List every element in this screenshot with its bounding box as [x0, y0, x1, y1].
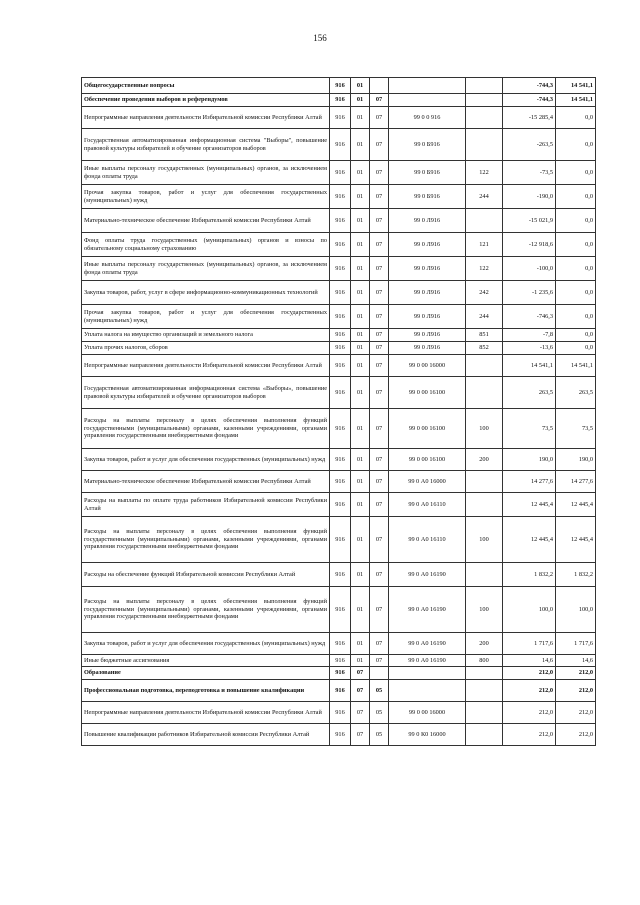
- row-total-amount-cell: 0,0: [556, 209, 596, 233]
- row-section-code-cell: 07: [351, 702, 370, 724]
- row-target-article-cell: 99 0 К0 16000: [389, 724, 466, 746]
- row-section-code-cell: 01: [351, 355, 370, 377]
- table-row: [82, 209, 596, 233]
- table-row: [82, 517, 596, 563]
- row-subsection-code-cell: 07: [370, 257, 389, 281]
- row-expense-type-cell: [466, 209, 503, 233]
- row-ministry-code-cell: 916: [330, 409, 351, 449]
- row-ministry-code-cell: 916: [330, 493, 351, 517]
- row-subsection-code-cell: 07: [370, 129, 389, 161]
- row-section-code-cell: 07: [351, 724, 370, 746]
- row-ministry-code-cell: 916: [330, 633, 351, 655]
- row-subsection-code-cell: 07: [370, 355, 389, 377]
- table-row: [82, 724, 596, 746]
- row-name-cell: Общегосударственные вопросы: [82, 78, 330, 94]
- row-section-code-cell: 01: [351, 563, 370, 587]
- row-section-code-cell: 01: [351, 655, 370, 667]
- row-name-cell: Расходы на выплаты по оплате труда работников Избирательной комиссии Республики Алтай: [82, 493, 330, 517]
- row-change-amount-cell: -190,0: [503, 185, 556, 209]
- row-target-article-cell: [389, 94, 466, 107]
- row-name-cell: Расходы на выплаты персоналу в целях обеспечения выполнения функций государственными (муниципальными) органами, казенными учреждениями, органами управления государственными внебюджетными фондами: [82, 517, 330, 563]
- row-target-article-cell: 99 0 00 16100: [389, 409, 466, 449]
- row-subsection-code-cell: [370, 667, 389, 680]
- row-subsection-code-cell: 07: [370, 587, 389, 633]
- page-number: 156: [313, 33, 327, 43]
- row-section-code-cell: 01: [351, 493, 370, 517]
- row-ministry-code-cell: 916: [330, 355, 351, 377]
- budget-table: [81, 77, 596, 746]
- row-name-cell: Непрограммные направления деятельности Избирательной комиссии Республики Алтай: [82, 355, 330, 377]
- row-ministry-code-cell: 916: [330, 161, 351, 185]
- row-name-cell: Государственная автоматизированная информационная система «Выборы», повышение правовой культуры избирателей и обучение организаторов выборов: [82, 377, 330, 409]
- row-total-amount-cell: 212,0: [556, 702, 596, 724]
- row-expense-type-cell: 242: [466, 281, 503, 305]
- row-subsection-code-cell: 07: [370, 471, 389, 493]
- row-name-cell: Иные выплаты персоналу государственных (муниципальных) органов, за исключением фонда оплаты труда: [82, 257, 330, 281]
- row-expense-type-cell: 100: [466, 587, 503, 633]
- row-section-code-cell: 01: [351, 449, 370, 471]
- row-change-amount-cell: -744,3: [503, 94, 556, 107]
- row-name-cell: Профессиональная подготовка, переподготовка и повышение квалификации: [82, 680, 330, 702]
- row-change-amount-cell: -12 918,6: [503, 233, 556, 257]
- row-name-cell: Закупка товаров, работ и услуг для обеспечения государственных (муниципальных) нужд: [82, 449, 330, 471]
- row-target-article-cell: 99 0 Б916: [389, 161, 466, 185]
- row-target-article-cell: [389, 78, 466, 94]
- row-subsection-code-cell: 07: [370, 655, 389, 667]
- table-row: [82, 680, 596, 702]
- row-change-amount-cell: 263,5: [503, 377, 556, 409]
- row-total-amount-cell: 212,0: [556, 680, 596, 702]
- row-ministry-code-cell: 916: [330, 563, 351, 587]
- table-row: [82, 185, 596, 209]
- row-target-article-cell: 99 0 А0 16000: [389, 471, 466, 493]
- row-target-article-cell: [389, 680, 466, 702]
- row-expense-type-cell: 122: [466, 257, 503, 281]
- row-subsection-code-cell: 07: [370, 161, 389, 185]
- row-ministry-code-cell: 916: [330, 94, 351, 107]
- row-subsection-code-cell: 07: [370, 563, 389, 587]
- row-subsection-code-cell: 07: [370, 233, 389, 257]
- row-target-article-cell: 99 0 00 16000: [389, 702, 466, 724]
- row-ministry-code-cell: 916: [330, 449, 351, 471]
- row-total-amount-cell: 0,0: [556, 185, 596, 209]
- row-subsection-code-cell: 07: [370, 329, 389, 342]
- row-expense-type-cell: 100: [466, 517, 503, 563]
- row-expense-type-cell: [466, 471, 503, 493]
- row-expense-type-cell: 200: [466, 449, 503, 471]
- row-ministry-code-cell: 916: [330, 587, 351, 633]
- row-ministry-code-cell: 916: [330, 129, 351, 161]
- row-total-amount-cell: 0,0: [556, 233, 596, 257]
- row-section-code-cell: 01: [351, 517, 370, 563]
- row-target-article-cell: 99 0 А0 16190: [389, 563, 466, 587]
- row-ministry-code-cell: 916: [330, 724, 351, 746]
- row-target-article-cell: 99 0 Б916: [389, 129, 466, 161]
- row-change-amount-cell: 1 832,2: [503, 563, 556, 587]
- row-name-cell: Уплата налога на имущество организаций и земельного налога: [82, 329, 330, 342]
- row-total-amount-cell: 73,5: [556, 409, 596, 449]
- row-change-amount-cell: 212,0: [503, 724, 556, 746]
- row-subsection-code-cell: 07: [370, 209, 389, 233]
- row-ministry-code-cell: 916: [330, 185, 351, 209]
- row-subsection-code-cell: 07: [370, 377, 389, 409]
- row-change-amount-cell: 14 541,1: [503, 355, 556, 377]
- row-ministry-code-cell: 916: [330, 209, 351, 233]
- row-name-cell: Уплата прочих налогов, сборов: [82, 342, 330, 355]
- row-target-article-cell: 99 0 00 16000: [389, 355, 466, 377]
- row-expense-type-cell: [466, 107, 503, 129]
- row-target-article-cell: 99 0 А0 16190: [389, 587, 466, 633]
- row-target-article-cell: [389, 667, 466, 680]
- row-expense-type-cell: 100: [466, 409, 503, 449]
- row-ministry-code-cell: 916: [330, 471, 351, 493]
- row-expense-type-cell: [466, 563, 503, 587]
- row-change-amount-cell: 14 277,6: [503, 471, 556, 493]
- row-subsection-code-cell: 07: [370, 281, 389, 305]
- row-change-amount-cell: 212,0: [503, 667, 556, 680]
- row-total-amount-cell: 0,0: [556, 107, 596, 129]
- row-section-code-cell: 01: [351, 161, 370, 185]
- row-change-amount-cell: 12 445,4: [503, 493, 556, 517]
- row-target-article-cell: 99 0 0 916: [389, 107, 466, 129]
- row-expense-type-cell: [466, 667, 503, 680]
- row-expense-type-cell: [466, 355, 503, 377]
- row-ministry-code-cell: 916: [330, 257, 351, 281]
- row-ministry-code-cell: 916: [330, 305, 351, 329]
- row-subsection-code-cell: 07: [370, 185, 389, 209]
- row-total-amount-cell: 12 445,4: [556, 493, 596, 517]
- row-expense-type-cell: 122: [466, 161, 503, 185]
- row-subsection-code-cell: 05: [370, 724, 389, 746]
- row-change-amount-cell: 100,0: [503, 587, 556, 633]
- row-total-amount-cell: 14 541,1: [556, 78, 596, 94]
- row-section-code-cell: 01: [351, 185, 370, 209]
- row-total-amount-cell: 0,0: [556, 329, 596, 342]
- row-section-code-cell: 01: [351, 633, 370, 655]
- row-total-amount-cell: 0,0: [556, 257, 596, 281]
- row-expense-type-cell: [466, 493, 503, 517]
- row-name-cell: Иные выплаты персоналу государственных (муниципальных) органов, за исключением фонда оплаты труда: [82, 161, 330, 185]
- row-expense-type-cell: 800: [466, 655, 503, 667]
- row-total-amount-cell: 0,0: [556, 129, 596, 161]
- table-row: [82, 107, 596, 129]
- row-total-amount-cell: 0,0: [556, 342, 596, 355]
- table-row: [82, 281, 596, 305]
- row-subsection-code-cell: [370, 78, 389, 94]
- table-row: [82, 78, 596, 94]
- row-total-amount-cell: 14,6: [556, 655, 596, 667]
- row-ministry-code-cell: 916: [330, 667, 351, 680]
- row-change-amount-cell: -744,3: [503, 78, 556, 94]
- table-row: [82, 233, 596, 257]
- table-row: [82, 563, 596, 587]
- row-total-amount-cell: 212,0: [556, 667, 596, 680]
- row-change-amount-cell: 190,0: [503, 449, 556, 471]
- row-name-cell: Расходы на обеспечение функций Избирательной комиссии Республики Алтай: [82, 563, 330, 587]
- row-name-cell: Расходы на выплаты персоналу в целях обеспечения выполнения функций государственными (муниципальными) органами, казенными учреждениями, органами управления государственными внебюджетными фондами: [82, 409, 330, 449]
- row-subsection-code-cell: 07: [370, 493, 389, 517]
- row-target-article-cell: 99 0 00 16100: [389, 449, 466, 471]
- row-total-amount-cell: 0,0: [556, 281, 596, 305]
- row-section-code-cell: 01: [351, 342, 370, 355]
- table-row: [82, 587, 596, 633]
- table-row: [82, 377, 596, 409]
- row-total-amount-cell: 12 445,4: [556, 517, 596, 563]
- row-expense-type-cell: [466, 702, 503, 724]
- row-target-article-cell: 99 0 А0 16190: [389, 633, 466, 655]
- row-total-amount-cell: 263,5: [556, 377, 596, 409]
- row-section-code-cell: 01: [351, 129, 370, 161]
- row-ministry-code-cell: 916: [330, 702, 351, 724]
- row-target-article-cell: 99 0 Л916: [389, 233, 466, 257]
- row-change-amount-cell: -7,8: [503, 329, 556, 342]
- row-target-article-cell: 99 0 Л916: [389, 281, 466, 305]
- row-target-article-cell: 99 0 А0 16110: [389, 493, 466, 517]
- row-name-cell: Образование: [82, 667, 330, 680]
- row-name-cell: Государственная автоматизированная информационная система "Выборы", повышение правовой культуры избирателей и обучение организаторов выборов: [82, 129, 330, 161]
- row-expense-type-cell: 244: [466, 305, 503, 329]
- row-target-article-cell: 99 0 Л916: [389, 305, 466, 329]
- table-row: [82, 257, 596, 281]
- row-ministry-code-cell: 916: [330, 517, 351, 563]
- row-section-code-cell: 01: [351, 305, 370, 329]
- row-target-article-cell: 99 0 Л916: [389, 342, 466, 355]
- row-name-cell: Фонд оплаты труда государственных (муниципальных) органов и взносы по обязательному социальному страхованию: [82, 233, 330, 257]
- row-change-amount-cell: -100,0: [503, 257, 556, 281]
- table-row: [82, 342, 596, 355]
- row-subsection-code-cell: 07: [370, 342, 389, 355]
- row-target-article-cell: 99 0 Л916: [389, 329, 466, 342]
- row-name-cell: Материально-техническое обеспечение Избирательной комиссии Республики Алтай: [82, 209, 330, 233]
- row-name-cell: Расходы на выплаты персоналу в целях обеспечения выполнения функций государственными (муниципальными) органами, казенными учреждениями, органами управления государственными внебюджетными фондами: [82, 587, 330, 633]
- row-ministry-code-cell: 916: [330, 342, 351, 355]
- row-name-cell: Прочая закупка товаров, работ и услуг для обеспечения государственных (муниципальных) нужд: [82, 305, 330, 329]
- row-change-amount-cell: -1 235,6: [503, 281, 556, 305]
- row-section-code-cell: 01: [351, 281, 370, 305]
- row-target-article-cell: 99 0 А0 16110: [389, 517, 466, 563]
- row-section-code-cell: 01: [351, 409, 370, 449]
- row-section-code-cell: 01: [351, 78, 370, 94]
- row-subsection-code-cell: 05: [370, 680, 389, 702]
- table-row: [82, 161, 596, 185]
- row-name-cell: Обеспечение проведения выборов и референдумов: [82, 94, 330, 107]
- table-row: [82, 667, 596, 680]
- row-expense-type-cell: 200: [466, 633, 503, 655]
- row-ministry-code-cell: 916: [330, 78, 351, 94]
- row-change-amount-cell: -73,5: [503, 161, 556, 185]
- row-section-code-cell: 01: [351, 107, 370, 129]
- row-name-cell: Материально-техническое обеспечение Избирательной комиссии Республики Алтай: [82, 471, 330, 493]
- row-expense-type-cell: [466, 377, 503, 409]
- table-row: [82, 355, 596, 377]
- row-total-amount-cell: 14 541,1: [556, 94, 596, 107]
- row-subsection-code-cell: 07: [370, 409, 389, 449]
- row-total-amount-cell: 212,0: [556, 724, 596, 746]
- row-subsection-code-cell: 05: [370, 702, 389, 724]
- row-total-amount-cell: 1 717,6: [556, 633, 596, 655]
- table-row: [82, 471, 596, 493]
- row-section-code-cell: 01: [351, 94, 370, 107]
- table-row: [82, 633, 596, 655]
- table-row: [82, 409, 596, 449]
- row-expense-type-cell: [466, 680, 503, 702]
- row-change-amount-cell: 12 445,4: [503, 517, 556, 563]
- row-subsection-code-cell: 07: [370, 107, 389, 129]
- row-change-amount-cell: -746,3: [503, 305, 556, 329]
- row-total-amount-cell: 0,0: [556, 305, 596, 329]
- table-row: [82, 305, 596, 329]
- row-change-amount-cell: 73,5: [503, 409, 556, 449]
- row-ministry-code-cell: 916: [330, 377, 351, 409]
- row-expense-type-cell: [466, 129, 503, 161]
- row-total-amount-cell: 14 277,6: [556, 471, 596, 493]
- row-ministry-code-cell: 916: [330, 655, 351, 667]
- row-expense-type-cell: 121: [466, 233, 503, 257]
- row-section-code-cell: 01: [351, 329, 370, 342]
- row-change-amount-cell: 1 717,6: [503, 633, 556, 655]
- row-target-article-cell: 99 0 А0 16190: [389, 655, 466, 667]
- row-change-amount-cell: -13,6: [503, 342, 556, 355]
- row-total-amount-cell: 1 832,2: [556, 563, 596, 587]
- row-name-cell: Закупка товаров, работ и услуг для обеспечения государственных (муниципальных) нужд: [82, 633, 330, 655]
- row-ministry-code-cell: 916: [330, 107, 351, 129]
- row-subsection-code-cell: 07: [370, 517, 389, 563]
- row-total-amount-cell: 100,0: [556, 587, 596, 633]
- row-subsection-code-cell: 07: [370, 633, 389, 655]
- row-target-article-cell: 99 0 00 16100: [389, 377, 466, 409]
- table-row: [82, 129, 596, 161]
- row-change-amount-cell: 212,0: [503, 680, 556, 702]
- row-name-cell: Прочая закупка товаров, работ и услуг для обеспечения государственных (муниципальных) нужд: [82, 185, 330, 209]
- row-total-amount-cell: 14 541,1: [556, 355, 596, 377]
- row-name-cell: Непрограммные направления деятельности Избирательной комиссии Республики Алтай: [82, 107, 330, 129]
- row-ministry-code-cell: 916: [330, 281, 351, 305]
- row-change-amount-cell: -15 285,4: [503, 107, 556, 129]
- row-section-code-cell: 01: [351, 233, 370, 257]
- table-row: [82, 493, 596, 517]
- row-change-amount-cell: 212,0: [503, 702, 556, 724]
- row-section-code-cell: 01: [351, 377, 370, 409]
- row-expense-type-cell: 244: [466, 185, 503, 209]
- row-expense-type-cell: 851: [466, 329, 503, 342]
- row-subsection-code-cell: 07: [370, 449, 389, 471]
- row-ministry-code-cell: 916: [330, 233, 351, 257]
- row-expense-type-cell: [466, 724, 503, 746]
- row-section-code-cell: 07: [351, 680, 370, 702]
- row-total-amount-cell: 0,0: [556, 161, 596, 185]
- table-row: [82, 449, 596, 471]
- row-section-code-cell: 01: [351, 209, 370, 233]
- table-row: [82, 94, 596, 107]
- row-change-amount-cell: 14,6: [503, 655, 556, 667]
- table-row: [82, 329, 596, 342]
- row-target-article-cell: 99 0 Л916: [389, 257, 466, 281]
- row-name-cell: Иные бюджетные ассигнования: [82, 655, 330, 667]
- row-target-article-cell: 99 0 Л916: [389, 209, 466, 233]
- row-change-amount-cell: -15 021,9: [503, 209, 556, 233]
- row-subsection-code-cell: 07: [370, 305, 389, 329]
- row-expense-type-cell: 852: [466, 342, 503, 355]
- row-subsection-code-cell: 07: [370, 94, 389, 107]
- row-section-code-cell: 01: [351, 587, 370, 633]
- row-ministry-code-cell: 916: [330, 329, 351, 342]
- row-name-cell: Повышение квалификации работников Избирательной комиссии Республики Алтай: [82, 724, 330, 746]
- row-target-article-cell: 99 0 Б916: [389, 185, 466, 209]
- row-change-amount-cell: -263,5: [503, 129, 556, 161]
- row-section-code-cell: 01: [351, 257, 370, 281]
- row-expense-type-cell: [466, 78, 503, 94]
- row-section-code-cell: 01: [351, 471, 370, 493]
- row-name-cell: Закупка товаров, работ, услуг в сфере информационно-коммуникационных технологий: [82, 281, 330, 305]
- row-section-code-cell: 07: [351, 667, 370, 680]
- row-total-amount-cell: 190,0: [556, 449, 596, 471]
- row-expense-type-cell: [466, 94, 503, 107]
- row-name-cell: Непрограммные направления деятельности Избирательной комиссии Республики Алтай: [82, 702, 330, 724]
- row-ministry-code-cell: 916: [330, 680, 351, 702]
- table-row: [82, 702, 596, 724]
- table-row: [82, 655, 596, 667]
